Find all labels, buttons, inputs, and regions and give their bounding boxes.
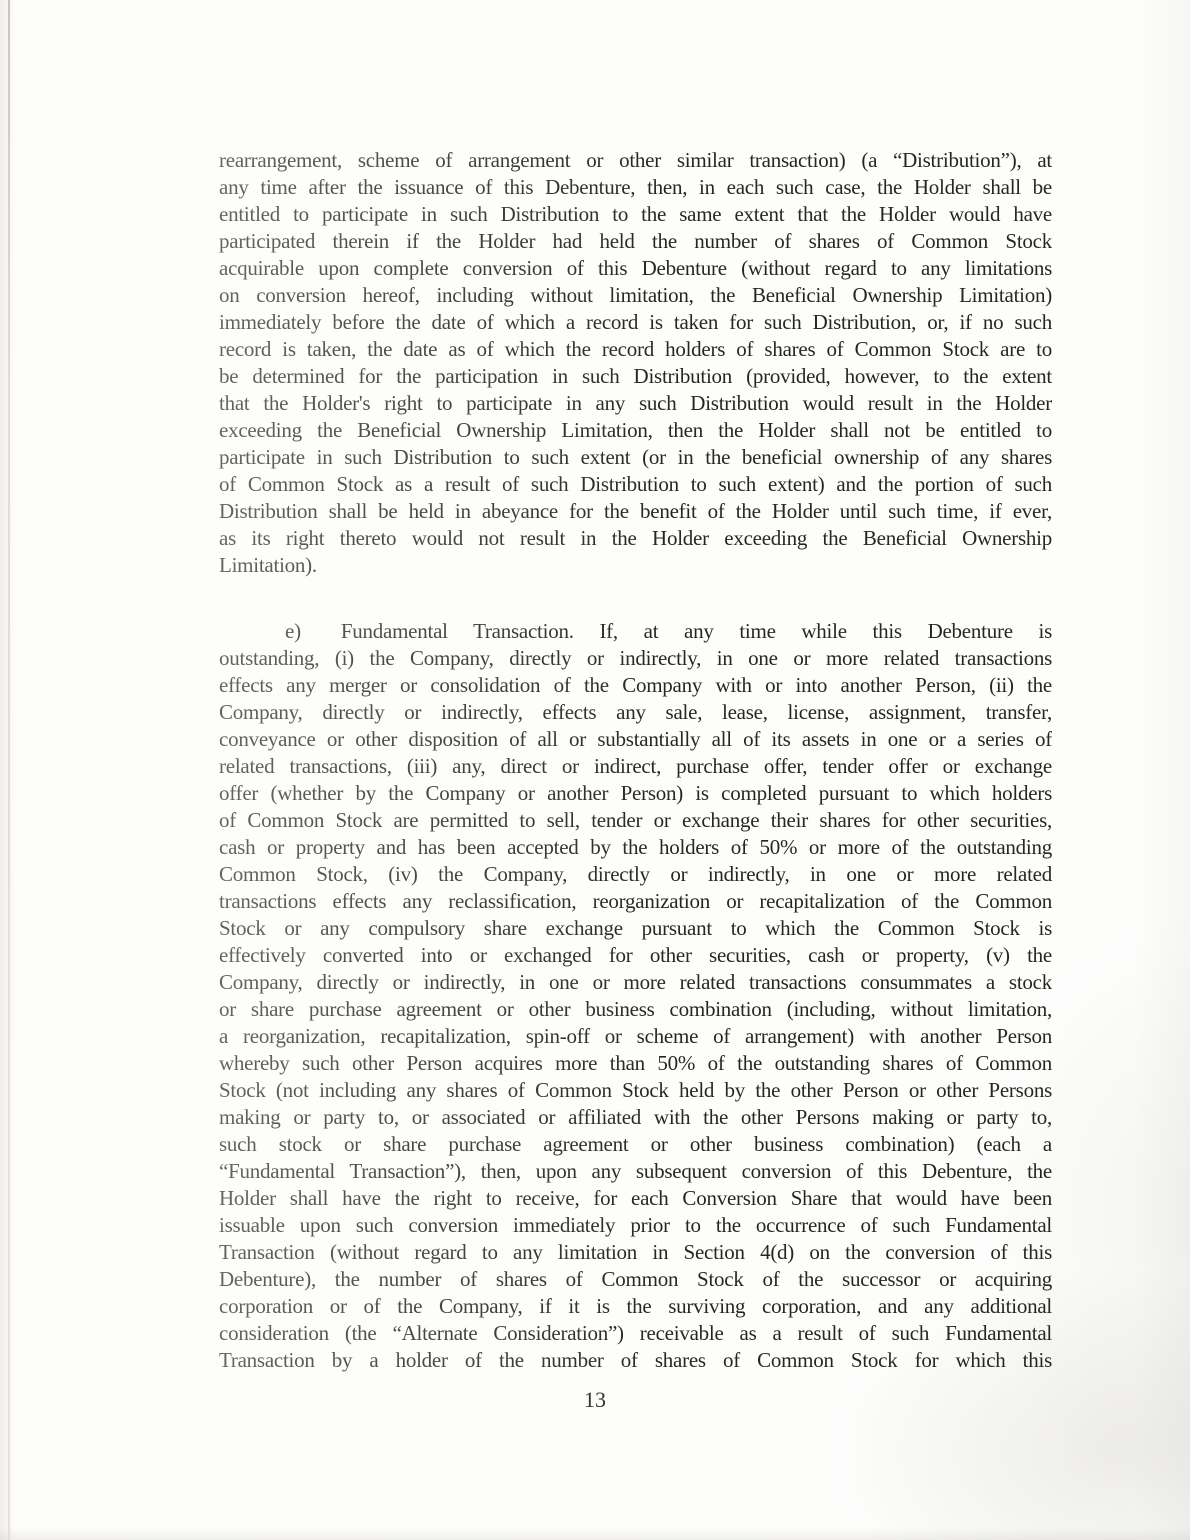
text-line: “Fundamental Transaction”), then, upon any subsequent conversion of this Debenture, the [219,1159,1052,1183]
text-line: consideration (the “Alternate Consideration”) receivable as a result of such Fundamental [219,1321,1052,1345]
text-line: a reorganization, recapitalization, spin-off or scheme of arrangement) with another Person [219,1024,1052,1048]
text-line: Transaction (without regard to any limitation in Section 4(d) on the conversion of this [219,1240,1052,1264]
text-line: effectively converted into or exchanged for other securities, cash or property, (v) the [219,943,1052,967]
text-line: Limitation). [219,553,317,577]
text-line: acquirable upon complete conversion of this Debenture (without regard to any limitations [219,256,1052,280]
text-line: any time after the issuance of this Debenture, then, in each such case, the Holder shall be [219,175,1052,199]
text-line: be determined for the participation in such Distribution (provided, however, to the extent [219,364,1052,388]
paragraph-distribution [219,147,1052,579]
text-line: Stock or any compulsory share exchange pursuant to which the Common Stock is [219,916,1052,940]
text-line: Distribution shall be held in abeyance for the benefit of the Holder until such time, if ever, [219,499,1052,523]
text-line: as its right thereto would not result in the Holder exceeding the Beneficial Ownership [219,526,1052,550]
text-line: entitled to participate in such Distribution to the same extent that the Holder would have [219,202,1052,226]
text-line: transactions effects any reclassification, reorganization or recapitalization of the Common [219,889,1052,913]
text-line: offer (whether by the Company or another Person) is completed pursuant to which holders [219,781,1052,805]
page-number: 13 [584,1387,606,1412]
text-line: or share purchase agreement or other business combination (including, without limitation, [219,997,1052,1021]
text-line: of Common Stock are permitted to sell, tender or exchange their shares for other securities, [219,808,1052,832]
text-line: participate in such Distribution to such extent (or in the beneficial ownership of any shares [219,445,1052,469]
text-line: outstanding, (i) the Company, directly or indirectly, in one or more related transactions [219,646,1052,670]
text-line: such stock or share purchase agreement or other business combination) (each a [219,1132,1052,1156]
text-line: participated therein if the Holder had held the number of shares of Common Stock [219,229,1052,253]
text-line: issuable upon such conversion immediately prior to the occurrence of such Fundamental [219,1213,1052,1237]
text-line: corporation or of the Company, if it is the surviving corporation, and any additional [219,1294,1052,1318]
text-line: on conversion hereof, including without limitation, the Beneficial Ownership Limitation) [219,283,1052,307]
text-line: making or party to, or associated or affiliated with the other Persons making or party to, [219,1105,1052,1129]
paragraph-fundamental-transaction [219,618,1052,1374]
text-line: rearrangement, scheme of arrangement or other similar transaction) (a “Distribution”), at [219,148,1052,172]
text-line: whereby such other Person acquires more than 50% of the outstanding shares of Common [219,1051,1052,1075]
text-line: related transactions, (iii) any, direct or indirect, purchase offer, tender offer or exchange [219,754,1052,778]
text-line: immediately before the date of which a record is taken for such Distribution, or, if no such [219,310,1052,334]
page-edge-shadow [8,0,10,1540]
text-line: of Common Stock as a result of such Distribution to such extent) and the portion of such [219,472,1052,496]
text-line: Company, directly or indirectly, effects any sale, lease, license, assignment, transfer, [219,700,1052,724]
text-line: e) Fundamental Transaction. If, at any time while this Debenture is [285,619,1052,643]
text-line: exceeding the Beneficial Ownership Limitation, then the Holder shall not be entitled to [219,418,1052,442]
text-line: Holder shall have the right to receive, for each Conversion Share that would have been [219,1186,1052,1210]
text-line: Debenture), the number of shares of Common Stock of the successor or acquiring [219,1267,1052,1291]
text-line: conveyance or other disposition of all or substantially all of its assets in one or a series of [219,727,1052,751]
text-line: Company, directly or indirectly, in one or more related transactions consummates a stock [219,970,1052,994]
text-line: cash or property and has been accepted by the holders of 50% or more of the outstanding [219,835,1052,859]
text-line: Transaction by a holder of the number of shares of Common Stock for which this [219,1348,1052,1372]
text-line: record is taken, the date as of which the record holders of shares of Common Stock are to [219,337,1052,361]
text-line: Stock (not including any shares of Common Stock held by the other Person or other Persons [219,1078,1052,1102]
text-line: effects any merger or consolidation of the Company with or into another Person, (ii) the [219,673,1052,697]
text-line: that the Holder's right to participate in any such Distribution would result in the Holder [219,391,1052,415]
text-block [219,147,1052,1374]
text-line: Common Stock, (iv) the Company, directly or indirectly, in one or more related [219,862,1052,886]
